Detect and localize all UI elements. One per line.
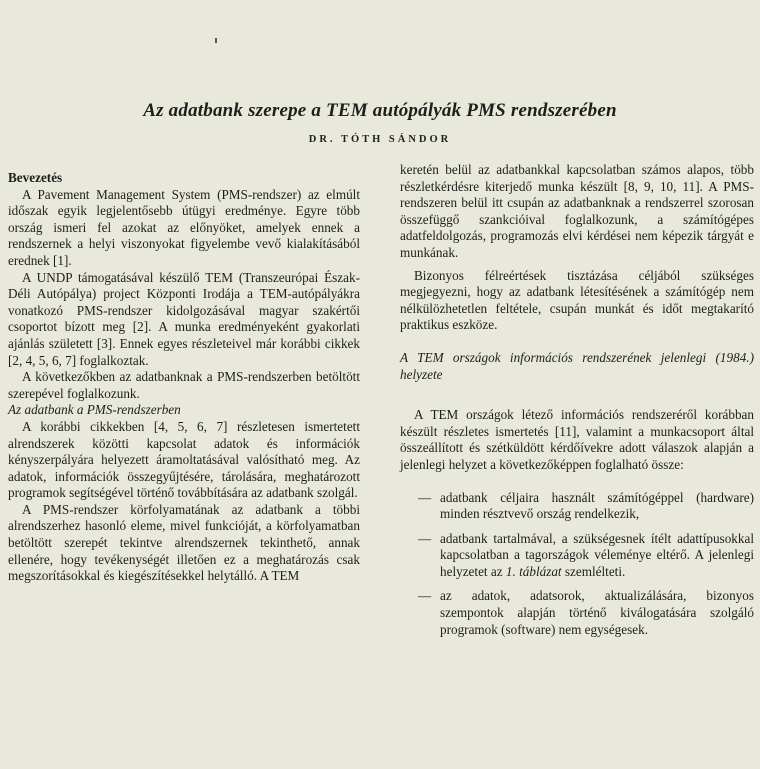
table-reference-suffix: szemlélteti. bbox=[564, 563, 626, 579]
paragraph: A TEM országok létező információs rendszeréről korábban készült részletes ismertetés [11], valamint a munkacsoport által összeállított és szétküldött kérdőívekre adott válaszok alapján a jelenlegi helyzet a következőképpen foglalható össze: bbox=[400, 407, 754, 472]
list-item-text: az adatok, adatsorok, aktualizálására, bizonyos szempontok alapján történő kiválogatására szolgáló programok (software) nem egységesek. bbox=[440, 588, 754, 637]
paragraph: Bizonyos félreértések tisztázása céljából szükséges megjegyezni, hogy az adatbank létesítésének a számítógép nem nélkülözhetetlen feltétele, csupán munkát és időt megtakarító praktikus eszköze. bbox=[400, 267, 754, 333]
dash-mark: — bbox=[418, 588, 432, 604]
right-column bbox=[400, 162, 754, 646]
article-author: DR. TÓTH SÁNDOR bbox=[308, 134, 452, 145]
paragraph: A UNDP támogatásával készülő TEM (Transzeurópai Észak-Déli Autópálya) project Központi Irodája a TEM-autópályákra vonatkozó PMS-rendszer kidolgozásával magyar szakértői csoportot bízott meg [2]. A munka eredményeként gyakorlati ajánlás született [3]. Ennek egyes részleteivel már korábbi cikkek [2, 4, 5, 6, 7] foglalkoztak. bbox=[8, 269, 360, 368]
paragraph: A korábbi cikkekben [4, 5, 6, 7] részletesen ismertetett alrendszerek közötti kapcsolat adatok és információk kényszerpályára helyezett áramoltatásával valósítható meg. Az adatok, információk összegyűjtésére, tárolására, meghatározott programok segítségével történő továbbítására az adatbank szolgál. bbox=[8, 418, 360, 501]
list-item-text: adatbank céljaira használt számítógéppel (hardware) minden résztvevő ország rendelkezik, bbox=[440, 489, 754, 522]
list-item bbox=[400, 531, 754, 581]
scan-speck bbox=[215, 38, 217, 43]
left-column bbox=[8, 170, 360, 585]
list-item bbox=[400, 490, 754, 523]
paragraph: A Pavement Management System (PMS-rendszer) az elmúlt időszak egyik legjelentősebb útügyi eredménye. Egyre több ország ismeri fel azokat az előnyöket, amelyek ennek a rendszernek a helyi viszonyokat figyelembe vevő kialakításából erednek [1]. bbox=[8, 186, 360, 268]
heading-introduction: Bevezetés bbox=[8, 170, 63, 185]
paragraph: keretén belül az adatbankkal kapcsolatban számos alapos, több részletkérdésre kiterjedő munka készült [8, 9, 10, 11]. A PMS-rendszeren belül itt csupán az adatbanknak a rendszerrel szorosan összefüggő szankcióival foglalkozunk, a számítógépes adatfeldolgozás, programozás elvi kérdései nem képezik tárgyát e munkának. bbox=[400, 162, 754, 260]
list-item-text: adatbank tartalmával, a szükségesnek ítélt adattípusokkal kapcsolatban a tagországok véleménye eltérő. A jelenlegi helyzetet az bbox=[440, 530, 754, 579]
paragraph: A következőkben az adatbanknak a PMS-rendszerben betöltött szerepével foglalkozunk. bbox=[8, 369, 360, 401]
dash-mark: — bbox=[418, 530, 432, 546]
paragraph: A PMS-rendszer körfolyamatának az adatbank a többi alrendszerhez hasonló eleme, mivel funkcióját, a körfolyamatban betöltött szerepét tekintve alrendszernek tekinthető, annak ellenére, hogy tevékenységét illetően ez a meghatározás csak megszorításokkal és kiegészítésekkel helytálló. A TEM bbox=[8, 501, 360, 584]
table-reference: 1. táblázat bbox=[505, 563, 562, 579]
article-title: Az adatbank szerepe a TEM autópályák PMS rendszerében bbox=[143, 100, 617, 121]
dash-mark: — bbox=[418, 489, 432, 505]
heading-databank-in-pms: Az adatbank a PMS-rendszerben bbox=[8, 402, 181, 418]
heading-tem-information-system: A TEM országok információs rendszerének jelenlegi (1984.) helyzete bbox=[400, 349, 754, 382]
list-item bbox=[400, 588, 754, 638]
status-list bbox=[400, 490, 754, 639]
